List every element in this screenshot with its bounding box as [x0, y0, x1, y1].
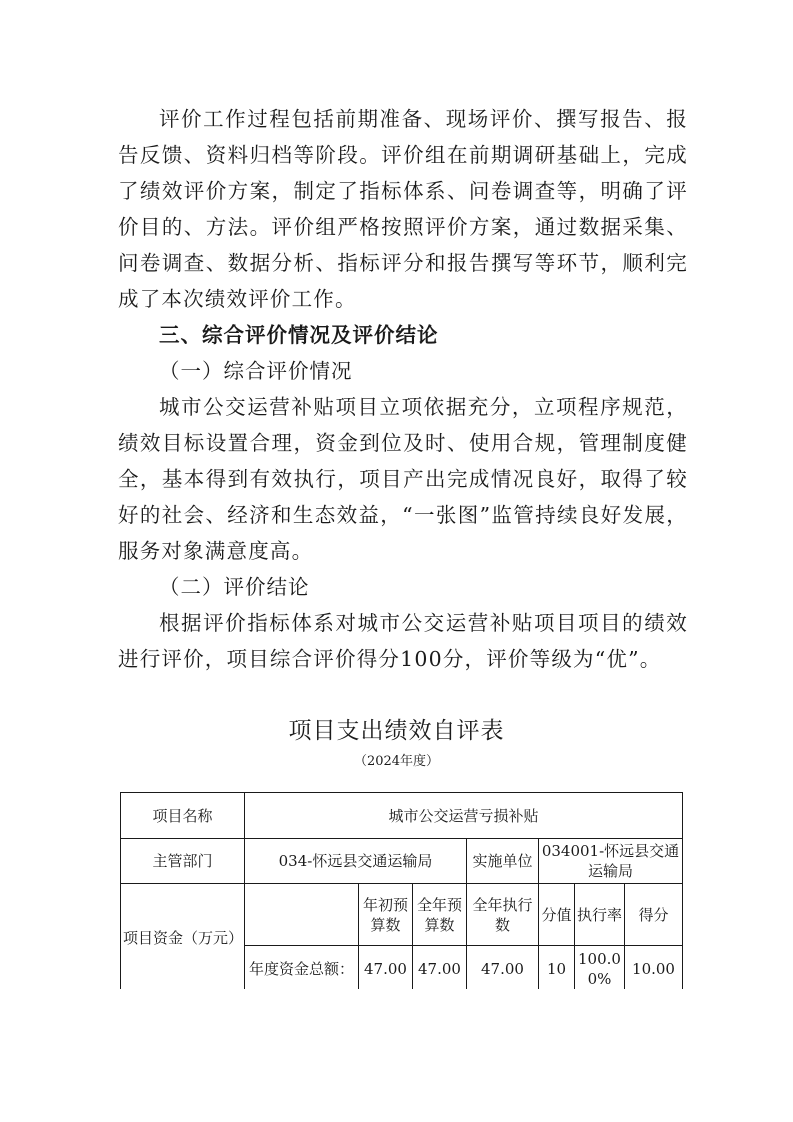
- empty-cell: [245, 884, 359, 946]
- header-initial-budget: 年初预算数: [359, 884, 413, 946]
- impl-value: 034001-怀远县交通运输局: [539, 839, 683, 884]
- project-name-value: 城市公交运营亏损补贴: [245, 793, 683, 839]
- header-annual-exec: 全年执行数: [467, 884, 539, 946]
- table-year: （2024年度）: [353, 754, 440, 769]
- paragraph-overall: 城市公交运营补贴项目立项依据充分，立项程序规范，绩效目标设置合理，资金到位及时、使用合规，管理制度健全，基本得到有效执行，项目产出完成情况良好，取得了较好的社会、经济和生态效益，“一张图”监管持续良好发展，服务对象满意度高。: [118, 395, 688, 563]
- total-annual-budget: 47.00: [413, 946, 467, 992]
- total-exec-rate: 100.00%: [575, 946, 625, 992]
- total-annual-exec: 47.00: [467, 946, 539, 992]
- project-name-label: 项目名称: [121, 793, 245, 839]
- page-break-mask: [120, 989, 683, 992]
- subheading-conclusion: （二）评价结论: [159, 575, 310, 599]
- table-row: [121, 839, 683, 884]
- total-funds-label: 年度资金总额：: [245, 946, 359, 992]
- funds-label: 项目资金（万元）: [121, 884, 245, 992]
- impl-label: 实施单位: [467, 839, 539, 884]
- header-weight: 分值: [539, 884, 575, 946]
- table-row: [121, 884, 683, 946]
- header-score: 得分: [625, 884, 683, 946]
- total-score: 10.00: [625, 946, 683, 992]
- dept-value: 034-怀远县交通运输局: [245, 839, 467, 884]
- table-row: [121, 793, 683, 839]
- section-heading: 三、综合评价情况及评价结论: [159, 323, 439, 347]
- subheading-overall: （一）综合评价情况: [159, 359, 353, 383]
- total-weight: 10: [539, 946, 575, 992]
- table-title: 项目支出绩效自评表: [288, 718, 505, 744]
- dept-label: 主管部门: [121, 839, 245, 884]
- total-initial-budget: 47.00: [359, 946, 413, 992]
- paragraph-process: 评价工作过程包括前期准备、现场评价、撰写报告、报告反馈、资料归档等阶段。评价组在前期调研基础上，完成了绩效评价方案，制定了指标体系、问卷调查等，明确了评价目的、方法。评价组严格按照评价方案，通过数据采集、问卷调查、数据分析、指标评分和报告撰写等环节，顺利完成了本次绩效评价工作。: [118, 107, 688, 311]
- paragraph-conclusion: 根据评价指标体系对城市公交运营补贴项目项目的绩效进行评价，项目综合评价得分100分，评价等级为“优”。: [118, 611, 688, 671]
- header-exec-rate: 执行率: [575, 884, 625, 946]
- self-evaluation-table: [120, 792, 683, 992]
- header-annual-budget: 全年预算数: [413, 884, 467, 946]
